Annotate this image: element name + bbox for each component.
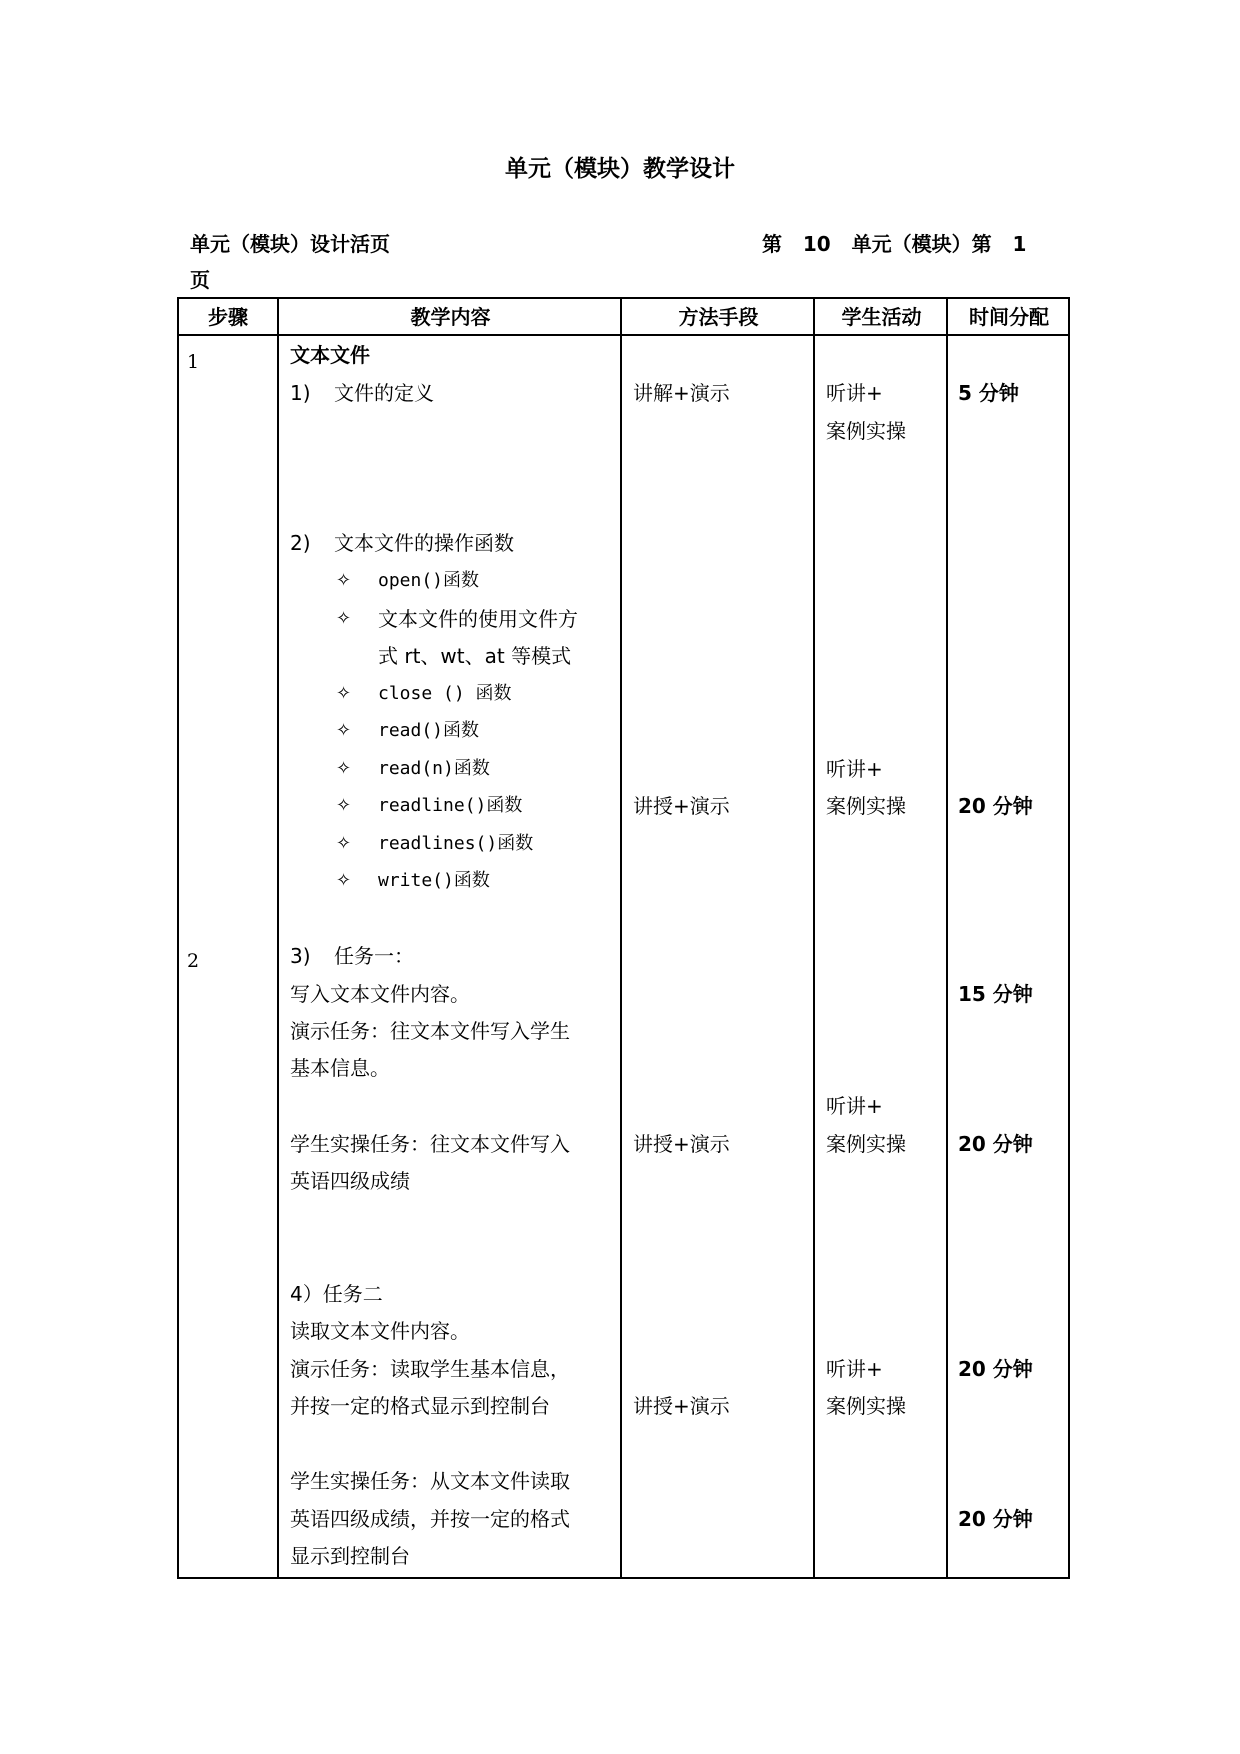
bullet-text: read()函数 (378, 720, 480, 741)
task-line: 并按一定的格式显示到控制台 (290, 1394, 550, 1418)
table-header-divider (177, 334, 1070, 336)
step-number: 2 (187, 950, 200, 972)
time-text: 20 分钟 (958, 1507, 1033, 1531)
col-divider-2 (620, 297, 622, 1579)
task-line: 英语四级成绩 (290, 1169, 410, 1193)
item-text: 任务一： (334, 944, 414, 968)
time-text: 20 分钟 (958, 1132, 1033, 1156)
step-number: 1 (187, 351, 200, 373)
bullet-icon: ✧ (336, 570, 352, 591)
table-border-bottom (177, 1577, 1070, 1579)
header-right: 第 10 单元（模块）第 1 (762, 232, 1027, 256)
design-table (177, 297, 1070, 1579)
time-text: 20 分钟 (958, 1357, 1033, 1381)
activity-text: 听讲+ (826, 1094, 883, 1118)
activity-text: 听讲+ (826, 757, 883, 781)
col-divider-3 (813, 297, 815, 1579)
column-header-method: 方法手段 (678, 305, 759, 329)
column-header-step: 步骤 (208, 305, 248, 329)
activity-text: 听讲+ (826, 1357, 883, 1381)
item-number: 2) (290, 531, 311, 555)
item-text: 文本文件的操作函数 (334, 531, 514, 555)
bullet-icon: ✧ (336, 720, 352, 741)
bullet-icon: ✧ (336, 833, 352, 854)
col-divider-4 (946, 297, 948, 1579)
method-text: 讲授+演示 (633, 794, 730, 818)
activity-text: 案例实操 (826, 419, 906, 443)
header-page-suffix: 页 (190, 268, 210, 292)
activity-text: 案例实操 (826, 1394, 906, 1418)
bullet-icon: ✧ (336, 683, 352, 704)
bullet-text: readline()函数 (378, 795, 523, 816)
page-title: 单元（模块）教学设计 (505, 156, 735, 182)
task-line: 英语四级成绩，并按一定的格式 (290, 1507, 570, 1531)
task-line: 写入文本文件内容。 (290, 982, 470, 1006)
bullet-icon: ✧ (336, 608, 352, 629)
task-line: 演示任务：往文本文件写入学生 (290, 1019, 570, 1043)
column-header-activity: 学生活动 (841, 305, 922, 329)
bullet-text: read(n)函数 (378, 758, 490, 779)
time-text: 5 分钟 (958, 381, 1019, 405)
method-text: 讲解+演示 (633, 381, 730, 405)
column-header-content: 教学内容 (410, 305, 491, 329)
task-line: 基本信息。 (290, 1056, 390, 1080)
table-border-left (177, 297, 179, 1579)
task-line: 学生实操任务：从文本文件读取 (290, 1469, 570, 1493)
bullet-icon: ✧ (336, 758, 352, 779)
bullet-text: 式 rt、wt、at 等模式 (378, 644, 572, 668)
bullet-text: 文本文件的使用文件方 (378, 607, 578, 631)
column-header-time: 时间分配 (969, 305, 1049, 329)
time-text: 20 分钟 (958, 794, 1033, 818)
bullet-icon: ✧ (336, 795, 352, 816)
activity-text: 案例实操 (826, 794, 906, 818)
col-divider-1 (277, 297, 279, 1579)
item-number: 1) (290, 381, 311, 405)
bullet-text: open()函数 (378, 570, 480, 591)
bullet-icon: ✧ (336, 870, 352, 891)
activity-text: 案例实操 (826, 1132, 906, 1156)
content-heading: 文本文件 (290, 343, 370, 367)
task-line: 学生实操任务：往文本文件写入 (290, 1132, 570, 1156)
bullet-text: readlines()函数 (378, 833, 534, 854)
method-text: 讲授+演示 (633, 1394, 730, 1418)
item-text: 文件的定义 (334, 381, 434, 405)
time-text: 15 分钟 (958, 982, 1033, 1006)
method-text: 讲授+演示 (633, 1132, 730, 1156)
item-number: 3) (290, 944, 311, 968)
task-line: 显示到控制台 (290, 1544, 410, 1568)
table-border-right (1068, 297, 1070, 1579)
table-border-top (177, 297, 1070, 299)
item-text: 4）任务二 (290, 1282, 383, 1306)
bullet-text: write()函数 (378, 870, 490, 891)
task-line: 读取文本文件内容。 (290, 1319, 470, 1343)
activity-text: 听讲+ (826, 381, 883, 405)
header-left: 单元（模块）设计活页 (190, 232, 390, 256)
bullet-text: close () 函数 (378, 683, 512, 704)
task-line: 演示任务：读取学生基本信息， (290, 1357, 570, 1381)
